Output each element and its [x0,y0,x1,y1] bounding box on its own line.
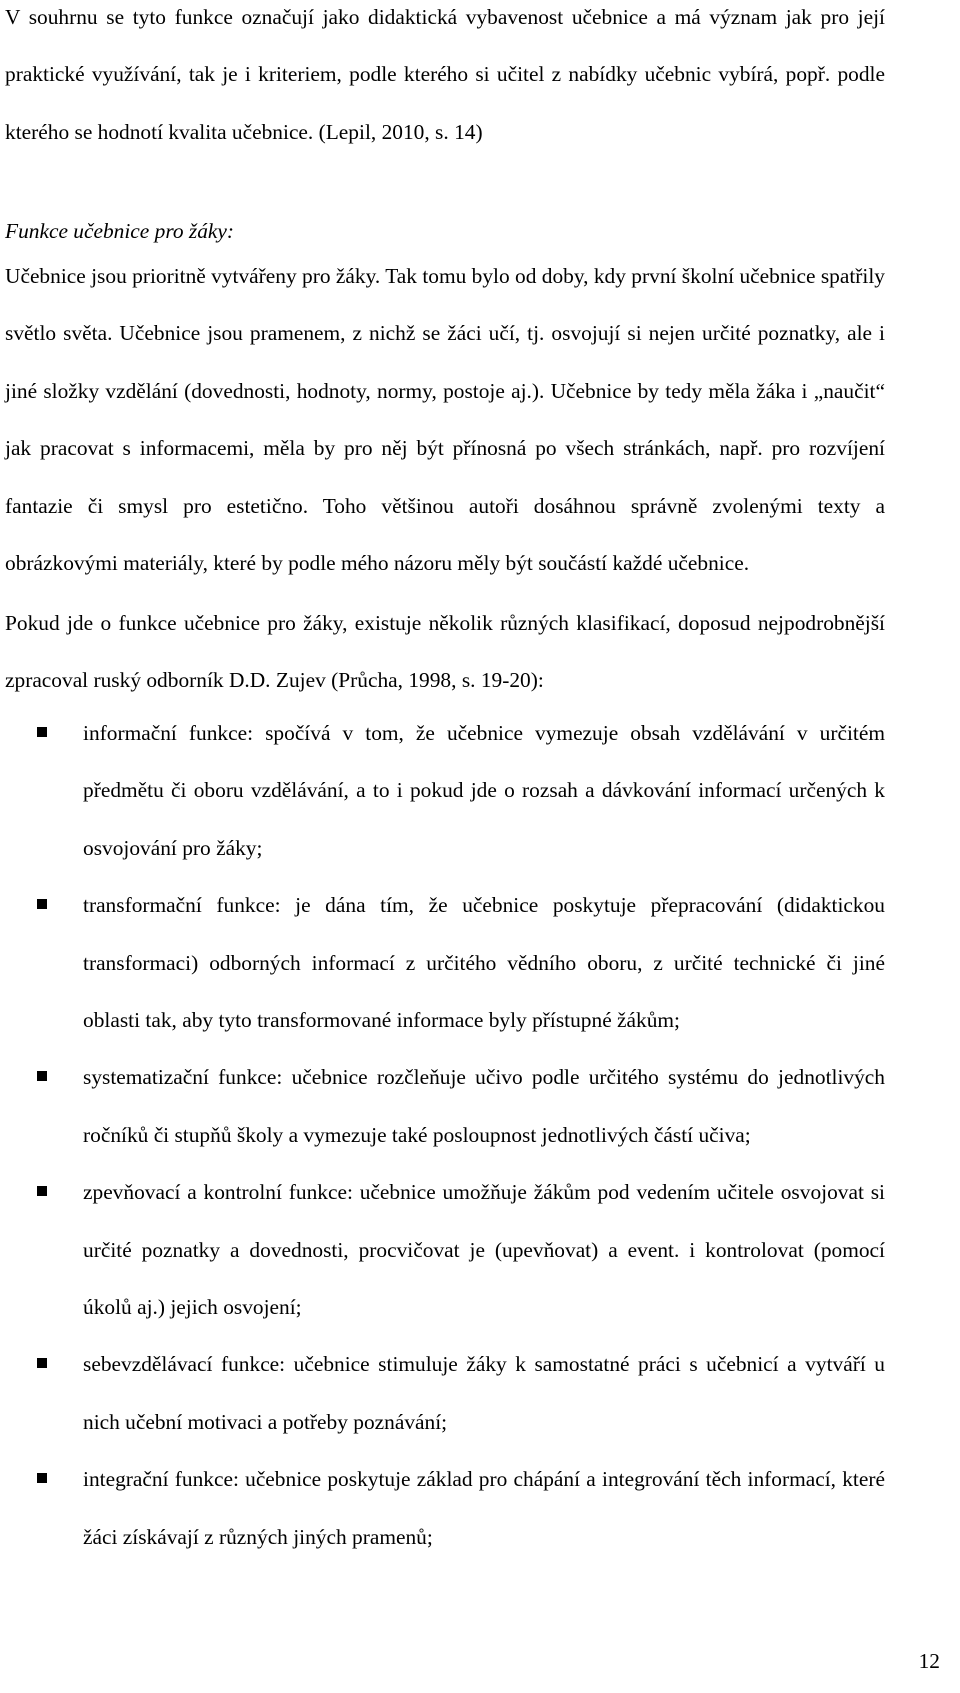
list-item [0,877,885,1049]
classification-paragraph: Pokud jde o funkce učebnice pro žáky, existuje několik různých klasifikací, doposud nejpodrobnější zpracoval ruský odborník D.D. Zujev (Průcha, 1998, s. 19-20): [5,611,885,693]
list-item [0,705,885,877]
list-item [0,1336,885,1451]
square-bullet-icon [37,1473,47,1483]
page-number: 12 [918,1649,940,1673]
list-item-text: transformační funkce: je dána tím, že učebnice poskytuje přepracování (didaktickou transformaci) odborných informací z určitého vědního oboru, z určité technické či jiné oblasti tak, aby tyto transformované informace byly přístupné žákům; [83,893,885,1033]
list-item [0,1451,885,1566]
list-item-text: systematizační funkce: učebnice rozčleňuje učivo podle určitého systému do jednotlivých ročníků či stupňů školy a vymezuje také posloupnost jednotlivých částí učiva; [83,1065,885,1147]
square-bullet-icon [37,899,47,909]
students-paragraph: Učebnice jsou prioritně vytvářeny pro žáky. Tak tomu bylo od doby, kdy první školní učebnice spatřily světlo světa. Učebnice jsou pramenem, z nichž se žáci učí, tj. osvojují si nejen určité poznatky, ale i jiné složky vzdělání (dovednosti, hodnoty, normy, postoje aj.). Učebnice by tedy měla žáka i „naučit“ jak pracovat s informacemi, měla by pro něj být přínosná po všech stránkách, např. pro rozvíjení fantazie či smysl pro estetično. Toho většinou autoři dosáhnou správně zvolenými texty a obrázkovými materiály, které by podle mého názoru měly být součástí každé učebnice. [5,264,885,576]
list-item-text: zpevňovací a kontrolní funkce: učebnice umožňuje žákům pod vedením učitele osvojovat si určité poznatky a dovednosti, procvičovat je (upevňovat) a event. i kontrolovat (pomocí úkolů aj.) jejich osvojení; [83,1180,885,1320]
list-item [0,1049,885,1164]
intro-paragraph: V souhrnu se tyto funkce označují jako didaktická vybavenost učebnice a má význam jak pro její praktické využívání, tak je i kriteriem, podle kterého si učitel z nabídky učebnic vybírá, popř. podle kterého se hodnotí kvalita učebnice. (Lepil, 2010, s. 14) [5,5,885,144]
list-item-text: sebevzdělávací funkce: učebnice stimuluje žáky k samostatné práci s učebnicí a vytváří u nich učební motivaci a potřeby poznávání; [83,1352,885,1434]
section-heading: Funkce učebnice pro žáky: [5,219,235,243]
square-bullet-icon [37,727,47,737]
square-bullet-icon [37,1071,47,1081]
square-bullet-icon [37,1358,47,1368]
list-item-text: integrační funkce: učebnice poskytuje základ pro chápání a integrování těch informací, které žáci získávají z různých jiných pramenů; [83,1467,885,1549]
functions-list [0,705,960,1566]
square-bullet-icon [37,1186,47,1196]
list-item-text: informační funkce: spočívá v tom, že učebnice vymezuje obsah vzdělávání v určitém předmětu či oboru vzdělávání, a to i pokud jde o rozsah a dávkování informací určených k osvojování pro žáky; [83,721,885,860]
list-item [0,1164,885,1336]
